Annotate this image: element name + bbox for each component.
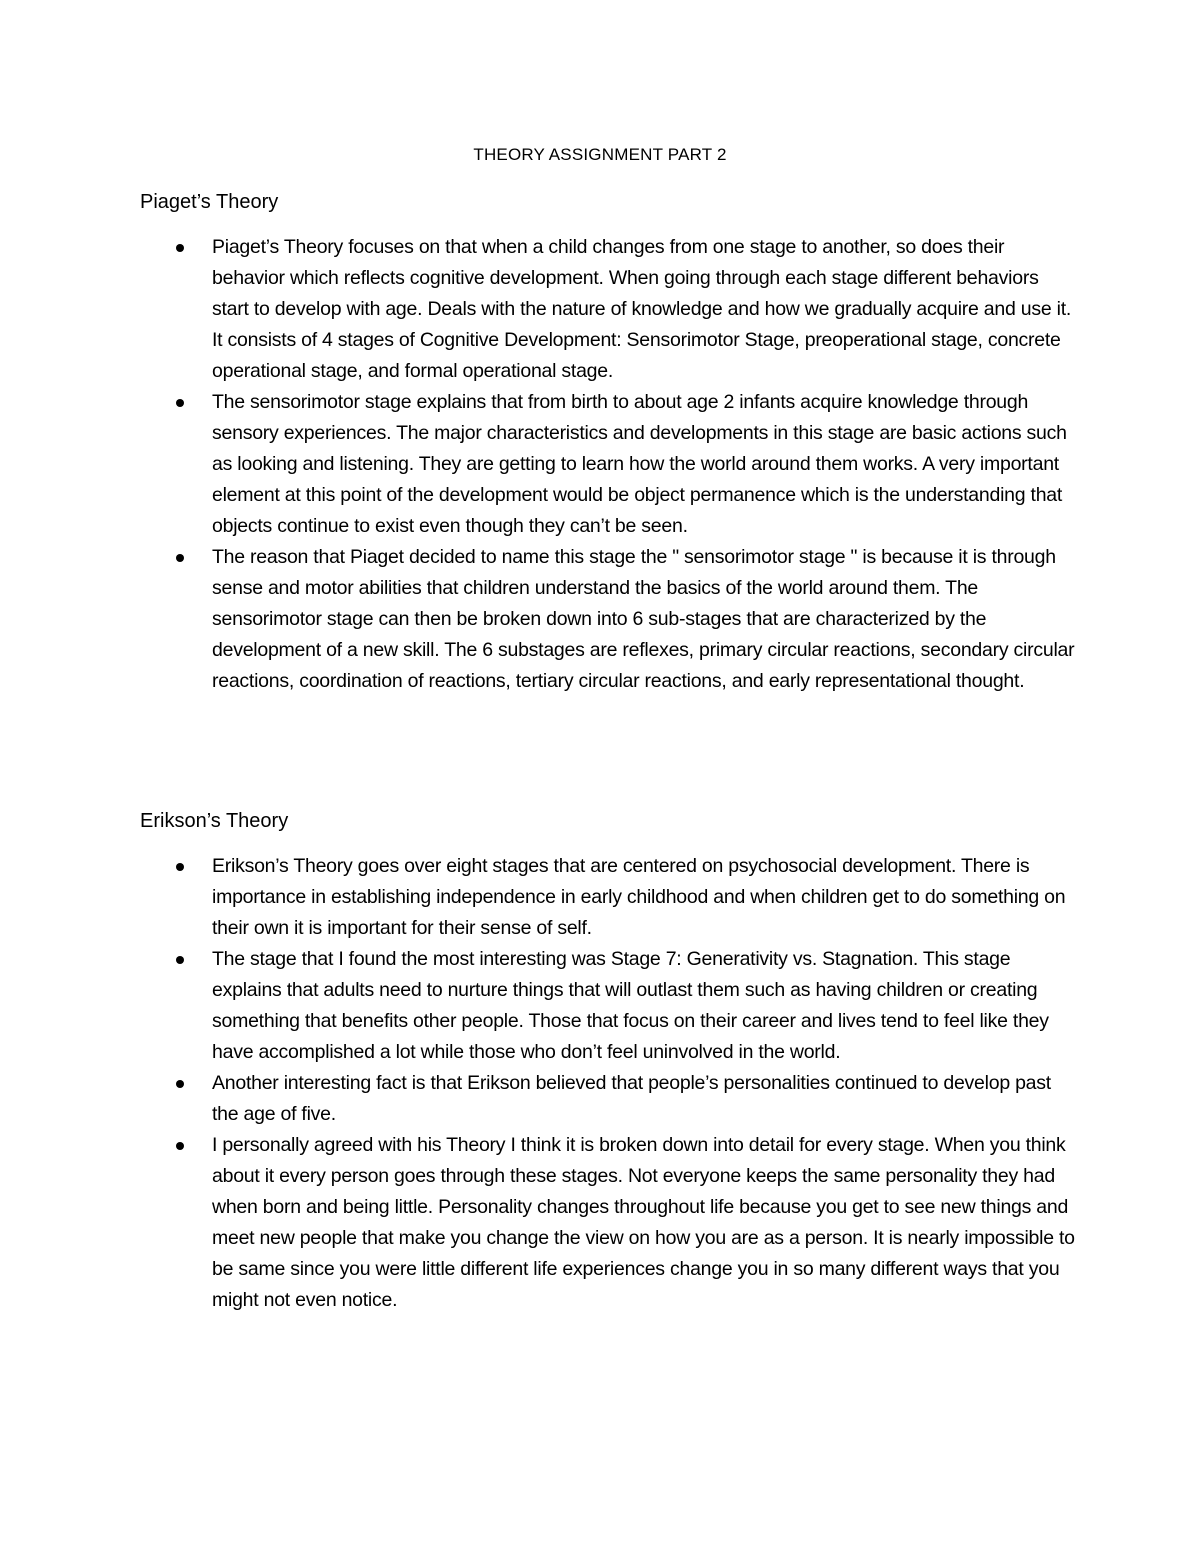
bullet-icon xyxy=(176,956,184,964)
bullet-icon xyxy=(176,244,184,252)
section-erikson xyxy=(140,806,1080,1316)
bullet-list xyxy=(140,851,1080,1316)
list-item xyxy=(140,387,1080,542)
list-item xyxy=(140,944,1080,1068)
section-heading: Erikson’s Theory xyxy=(140,810,289,832)
list-item-text: The reason that Piaget decided to name this stage the " sensorimotor stage " is because it is through sense and motor abilities that children understand the basics of the world around them. The sensorimotor stage can then be broken down into 6 sub-stages that are characterized by the development of a new skill. The 6 substages are reflexes, primary circular reactions, secondary circular reactions, coordination of reactions, tertiary circular reactions, and early representational thought. xyxy=(212,546,1075,692)
list-item-text: The sensorimotor stage explains that from birth to about age 2 infants acquire knowledge through sensory experiences. The major characteristics and developments in this stage are basic actions such as looking and listening. They are getting to learn how the world around them works. A very important element at this point of the development would be object permanence which is the understanding that objects continue to exist even though they can’t be seen. xyxy=(212,391,1067,537)
bullet-icon xyxy=(176,1142,184,1150)
list-item-text: The stage that I found the most interesting was Stage 7: Generativity vs. Stagnation. This stage explains that adults need to nurture things that will outlast them such as having children or creating something that benefits other people. Those that focus on their career and lives tend to feel like they have accomplished a lot while those who don’t feel uninvolved in the world. xyxy=(212,948,1049,1063)
list-item xyxy=(140,542,1080,697)
list-item-text: I personally agreed with his Theory I think it is broken down into detail for every stage. When you think about it every person goes through these stages. Not everyone keeps the same personality they had when born and being little. Personality changes throughout life because you get to see new things and meet new people that make you change the view on how you are as a person. It is nearly impossible to be same since you were little different life experiences change you in so many different ways that you might not even notice. xyxy=(212,1134,1075,1311)
document-title: THEORY ASSIGNMENT PART 2 xyxy=(473,145,727,164)
bullet-icon xyxy=(176,554,184,562)
section-piaget xyxy=(140,187,1080,697)
bullet-icon xyxy=(176,863,184,871)
bullet-icon xyxy=(176,1080,184,1088)
list-item xyxy=(140,851,1080,944)
bullet-icon xyxy=(176,399,184,407)
list-item-text: Piaget’s Theory focuses on that when a child changes from one stage to another, so does their behavior which reflects cognitive development. When going through each stage different behaviors start to develop with age. Deals with the nature of knowledge and how we gradually acquire and use it. It consists of 4 stages of Cognitive Development: Sensorimotor Stage, preoperational stage, concrete operational stage, and formal operational stage. xyxy=(212,236,1072,382)
list-item xyxy=(140,1130,1080,1316)
list-item-text: Erikson’s Theory goes over eight stages that are centered on psychosocial development. There is importance in establishing independence in early childhood and when children get to do something on their own it is important for their sense of self. xyxy=(212,855,1066,939)
list-item xyxy=(140,232,1080,387)
section-heading: Piaget’s Theory xyxy=(140,191,279,213)
list-item xyxy=(140,1068,1080,1130)
bullet-list xyxy=(140,232,1080,697)
list-item-text: Another interesting fact is that Erikson believed that people’s personalities continued to develop past the age of five. xyxy=(212,1072,1051,1125)
